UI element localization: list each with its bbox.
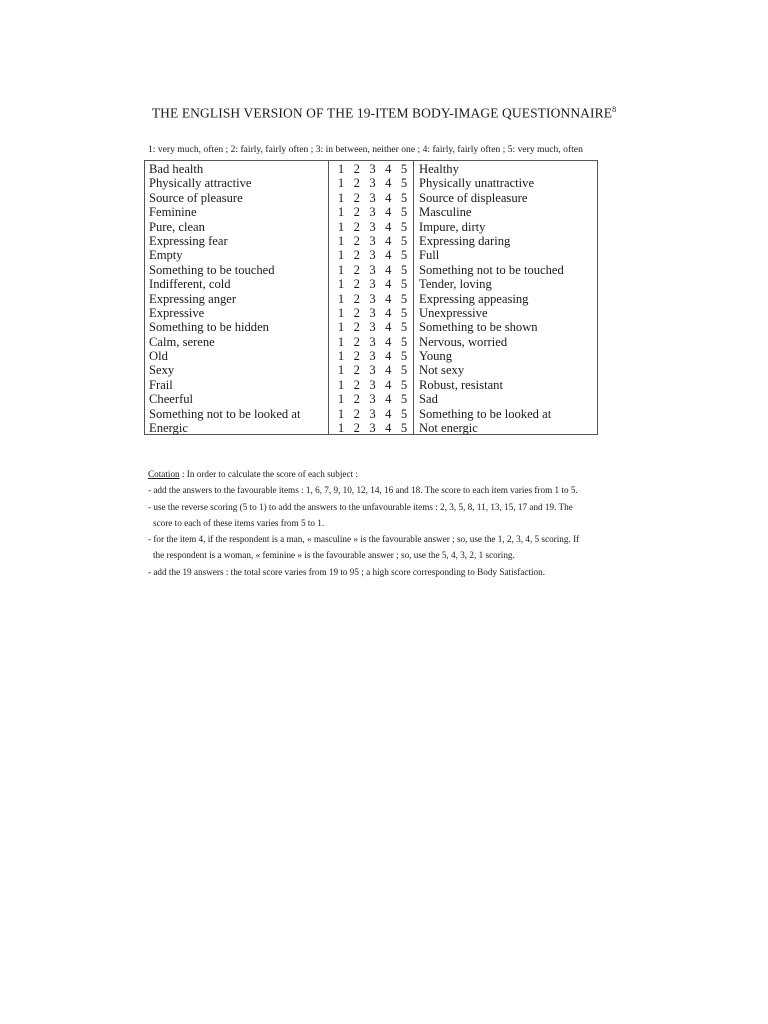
questionnaire-row xyxy=(145,306,597,320)
item-left-label: Calm, serene xyxy=(149,334,215,349)
item-right-label: Something to be looked at xyxy=(419,406,552,421)
item-left-label: Frail xyxy=(149,377,173,392)
item-right-label: Robust, resistant xyxy=(419,377,503,392)
item-left-label: Expressing fear xyxy=(149,233,228,248)
rating-option: 2 xyxy=(353,334,360,349)
questionnaire-row xyxy=(145,277,597,291)
questionnaire-row xyxy=(145,248,597,262)
rating-scale xyxy=(336,263,409,277)
rating-option: 1 xyxy=(337,291,345,306)
rating-option: 3 xyxy=(369,334,376,349)
rating-option: 1 xyxy=(337,392,345,407)
cotation-intro-text: : In order to calculate the score of each subject : xyxy=(179,469,358,479)
cotation-line-4: - for the item 4, if the respondent is a man, « masculine » is the favourable answer ; so, use the 1, 2, 3, 4, 5 scoring. If xyxy=(148,534,580,545)
rating-option: 4 xyxy=(385,320,392,335)
rating-option: 2 xyxy=(353,219,360,234)
item-left-label: Something to be hidden xyxy=(149,320,269,335)
rating-option: 3 xyxy=(369,377,376,392)
rating-option: 4 xyxy=(385,205,392,220)
rating-option: 5 xyxy=(400,334,408,349)
rating-option: 3 xyxy=(369,248,376,263)
rating-option: 2 xyxy=(353,190,360,205)
cotation-intro xyxy=(148,466,638,482)
rating-option: 4 xyxy=(385,277,392,292)
questionnaire-row xyxy=(145,176,597,190)
cotation-line-3: score to each of these items varies from 5 to 1. xyxy=(153,517,325,528)
questionnaire-row xyxy=(145,421,597,435)
rating-option: 2 xyxy=(353,248,360,263)
item-right-label: Expressing appeasing xyxy=(419,291,529,306)
rating-option: 1 xyxy=(337,248,345,263)
rating-option: 2 xyxy=(353,262,360,277)
rating-option: 2 xyxy=(353,349,360,364)
rating-option: 1 xyxy=(337,334,345,349)
rating-scale xyxy=(336,306,409,320)
rating-option: 2 xyxy=(353,176,360,191)
rating-option: 1 xyxy=(337,421,345,436)
rating-option: 3 xyxy=(369,421,376,436)
rating-option: 5 xyxy=(400,392,408,407)
rating-option: 3 xyxy=(369,219,376,234)
item-left-label: Bad health xyxy=(149,162,204,176)
rating-scale xyxy=(336,191,409,205)
rating-option: 5 xyxy=(400,406,408,421)
item-right-label: Nervous, worried xyxy=(419,334,508,349)
questionnaire-table xyxy=(144,160,598,435)
questionnaire-row xyxy=(145,162,597,176)
rating-option: 3 xyxy=(369,205,376,220)
item-left-label: Source of pleasure xyxy=(149,190,243,205)
rating-option: 2 xyxy=(353,277,360,292)
item-right-label: Not sexy xyxy=(419,363,465,378)
rating-scale xyxy=(336,248,409,262)
cotation-line-5: the respondent is a woman, « feminine » is the favourable answer ; so, use the 5, 4, 3, 2, 1 scoring. xyxy=(153,550,515,561)
item-left-label: Expressing anger xyxy=(149,291,237,306)
cotation-line-1: - add the answers to the favourable items : 1, 6, 7, 9, 10, 12, 14, 16 and 18. The score to each item varies from 1 to 5. xyxy=(148,485,578,496)
questionnaire-row xyxy=(145,191,597,205)
questionnaire-row xyxy=(145,292,597,306)
questionnaire-row xyxy=(145,320,597,334)
rating-option: 2 xyxy=(353,363,360,378)
item-right-label: Something not to be touched xyxy=(419,262,564,277)
rating-option: 1 xyxy=(337,262,345,277)
rating-option: 5 xyxy=(400,421,408,436)
rating-scale xyxy=(336,277,409,291)
rating-scale xyxy=(336,378,409,392)
rating-option: 5 xyxy=(400,262,408,277)
item-left-label: Something to be touched xyxy=(149,262,275,277)
item-right-label: Physically unattractive xyxy=(419,176,535,191)
rating-option: 3 xyxy=(369,277,376,292)
item-left-label: Empty xyxy=(149,248,183,263)
rating-option: 2 xyxy=(353,320,360,335)
questionnaire-row xyxy=(145,234,597,248)
rating-option: 3 xyxy=(369,176,376,191)
cotation-notes xyxy=(148,466,638,580)
cotation-line-2: - use the reverse scoring (5 to 1) to add the answers to the unfavourable items : 2, 3, 5, 8, 11, 13, 15, 17 and 19. The xyxy=(148,501,573,512)
rating-option: 3 xyxy=(369,162,376,176)
rating-option: 2 xyxy=(353,233,360,248)
title-footnote-ref: 8 xyxy=(612,105,617,114)
questionnaire-row xyxy=(145,378,597,392)
rating-option: 1 xyxy=(337,277,345,292)
rating-option: 3 xyxy=(369,190,376,205)
rating-option: 4 xyxy=(385,305,392,320)
rating-scale xyxy=(336,392,409,406)
rating-option: 5 xyxy=(400,363,408,378)
rating-scale xyxy=(336,220,409,234)
rating-option: 3 xyxy=(369,291,376,306)
questionnaire-row xyxy=(145,335,597,349)
rating-option: 5 xyxy=(400,190,408,205)
document-title xyxy=(0,105,768,122)
rating-option: 5 xyxy=(400,176,408,191)
item-left-label: Old xyxy=(149,349,168,364)
scale-legend: 1: very much, often ; 2: fairly, fairly often ; 3: in between, neither one ; 4: fairly, fairly often ; 5: very much, often xyxy=(148,144,583,155)
rating-option: 4 xyxy=(385,349,392,364)
rating-option: 1 xyxy=(337,377,345,392)
rating-option: 2 xyxy=(353,305,360,320)
rating-option: 1 xyxy=(337,205,345,220)
questionnaire-row xyxy=(145,407,597,421)
rating-option: 5 xyxy=(400,377,408,392)
rating-option: 3 xyxy=(369,406,376,421)
rating-option: 5 xyxy=(400,349,408,364)
questionnaire-row xyxy=(145,349,597,363)
rating-option: 4 xyxy=(385,392,392,407)
item-left-label: Indifferent, cold xyxy=(149,277,231,292)
item-right-label: Not energic xyxy=(419,421,478,436)
rating-scale xyxy=(336,234,409,248)
rating-option: 4 xyxy=(385,190,392,205)
item-right-label: Impure, dirty xyxy=(419,219,486,234)
questionnaire-row xyxy=(145,220,597,234)
rating-option: 5 xyxy=(400,205,408,220)
rating-scale xyxy=(336,335,409,349)
rating-scale xyxy=(336,320,409,334)
item-right-label: Masculine xyxy=(419,205,472,220)
rating-option: 3 xyxy=(369,320,376,335)
questionnaire-row xyxy=(145,205,597,219)
rating-option: 5 xyxy=(400,233,408,248)
rating-option: 1 xyxy=(337,305,345,320)
rating-scale xyxy=(336,176,409,190)
rating-option: 4 xyxy=(385,176,392,191)
rating-option: 5 xyxy=(400,277,408,292)
item-left-label: Sexy xyxy=(149,363,175,378)
item-left-label: Pure, clean xyxy=(149,219,205,234)
item-right-label: Unexpressive xyxy=(419,305,488,320)
rating-option: 1 xyxy=(337,349,345,364)
rating-scale xyxy=(336,421,409,435)
rating-option: 1 xyxy=(337,190,345,205)
rating-option: 3 xyxy=(369,363,376,378)
rating-option: 2 xyxy=(353,291,360,306)
rating-option: 2 xyxy=(353,406,360,421)
rating-option: 4 xyxy=(385,219,392,234)
item-right-label: Full xyxy=(419,248,440,263)
rating-option: 3 xyxy=(369,262,376,277)
title-text: THE ENGLISH VERSION OF THE 19-ITEM BODY-IMAGE QUESTIONNAIRE xyxy=(151,105,613,121)
questionnaire-row xyxy=(145,392,597,406)
rating-option: 2 xyxy=(353,392,360,407)
item-left-label: Something not to be looked at xyxy=(149,406,301,421)
rating-option: 2 xyxy=(353,205,360,220)
item-right-label: Sad xyxy=(419,392,438,407)
rating-option: 1 xyxy=(337,162,345,176)
questionnaire-row xyxy=(145,363,597,377)
rating-scale xyxy=(336,292,409,306)
rating-option: 5 xyxy=(400,291,408,306)
item-left-label: Expressive xyxy=(149,305,205,320)
rating-option: 1 xyxy=(337,363,345,378)
rating-scale xyxy=(336,363,409,377)
rating-option: 4 xyxy=(385,262,392,277)
rating-option: 5 xyxy=(400,305,408,320)
item-left-label: Cheerful xyxy=(149,392,194,407)
cotation-label: Cotation xyxy=(148,469,180,479)
questionnaire-row xyxy=(145,263,597,277)
rating-option: 5 xyxy=(400,162,408,176)
rating-option: 1 xyxy=(337,219,345,234)
rating-option: 3 xyxy=(369,349,376,364)
rating-option: 3 xyxy=(369,305,376,320)
item-right-label: Young xyxy=(419,349,453,364)
rating-option: 3 xyxy=(369,392,376,407)
rating-option: 4 xyxy=(385,291,392,306)
rating-option: 3 xyxy=(369,233,376,248)
cotation-line-6: - add the 19 answers : the total score varies from 19 to 95 ; a high score corresponding to Body Satisfaction. xyxy=(148,566,546,577)
rating-option: 4 xyxy=(385,248,392,263)
item-right-label: Healthy xyxy=(419,162,459,176)
rating-scale xyxy=(336,407,409,421)
rating-option: 4 xyxy=(385,377,392,392)
rating-option: 5 xyxy=(400,248,408,263)
rating-option: 4 xyxy=(385,421,392,436)
rating-option: 4 xyxy=(385,334,392,349)
rating-option: 1 xyxy=(337,320,345,335)
rating-scale xyxy=(336,162,409,176)
rating-scale xyxy=(336,205,409,219)
item-left-label: Energic xyxy=(149,421,188,436)
questionnaire-rows xyxy=(145,162,597,435)
rating-option: 1 xyxy=(337,406,345,421)
rating-scale xyxy=(336,349,409,363)
item-right-label: Something to be shown xyxy=(419,320,538,335)
item-right-label: Source of displeasure xyxy=(419,190,528,205)
rating-option: 4 xyxy=(385,233,392,248)
item-left-label: Physically attractive xyxy=(149,176,252,191)
item-right-label: Tender, loving xyxy=(419,277,492,292)
rating-option: 2 xyxy=(353,162,360,176)
rating-option: 5 xyxy=(400,320,408,335)
item-left-label: Feminine xyxy=(149,205,197,220)
item-right-label: Expressing daring xyxy=(419,233,511,248)
rating-option: 4 xyxy=(385,363,392,378)
rating-option: 5 xyxy=(400,219,408,234)
rating-option: 1 xyxy=(337,176,345,191)
rating-option: 2 xyxy=(353,421,360,436)
rating-option: 4 xyxy=(385,162,392,176)
rating-option: 2 xyxy=(353,377,360,392)
rating-option: 4 xyxy=(385,406,392,421)
rating-option: 1 xyxy=(337,233,345,248)
